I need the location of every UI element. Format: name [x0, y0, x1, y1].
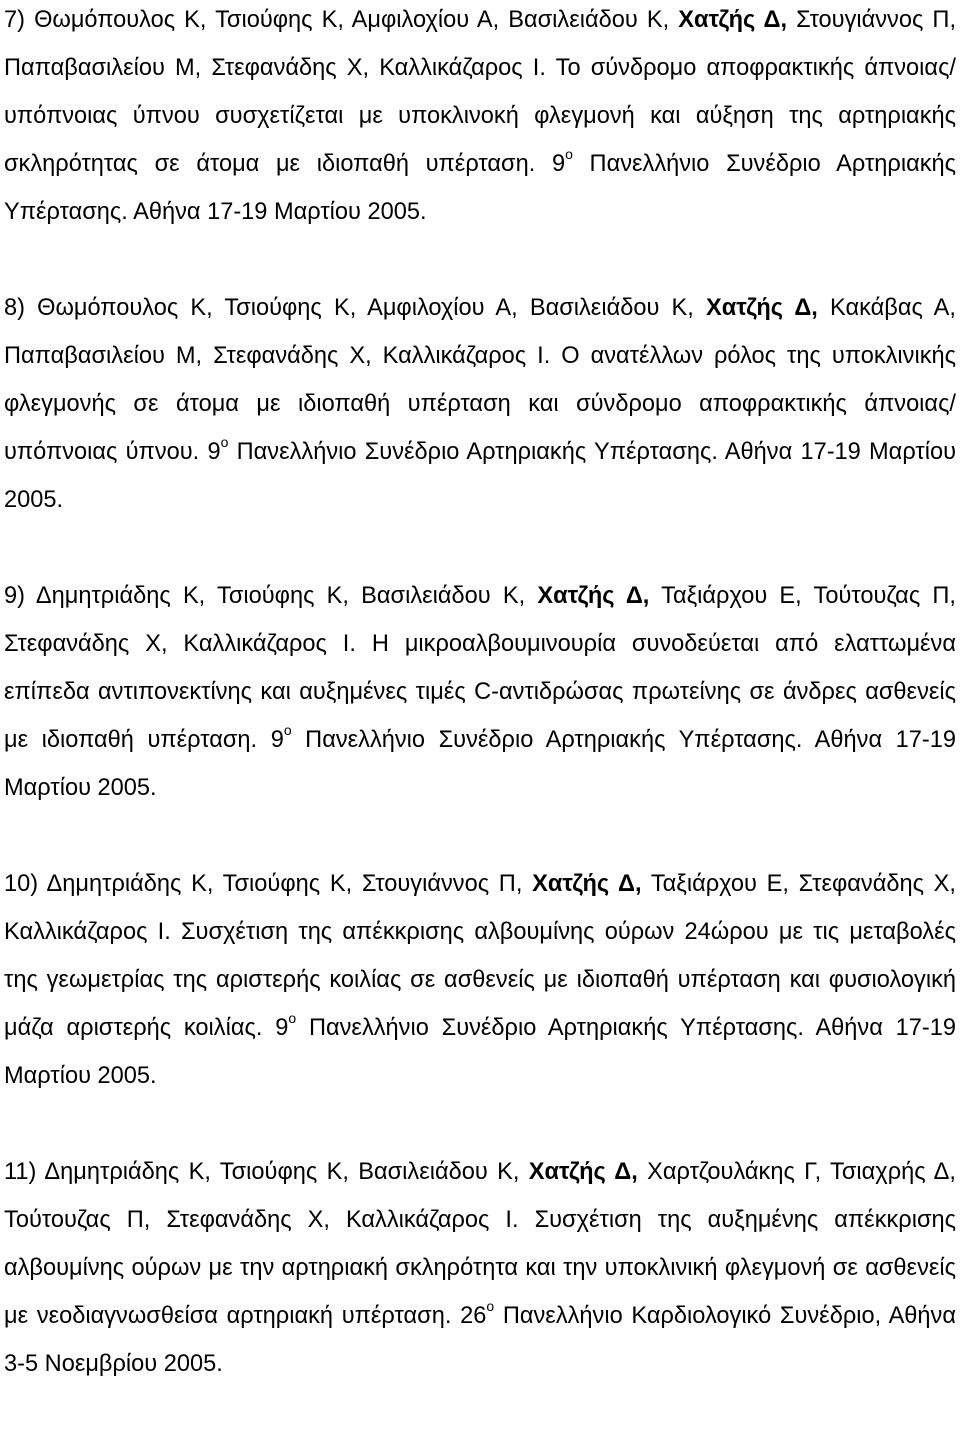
reference-title: Συσχέτιση της αυξημένης απέκκρισης αλβουμίνης ούρων με την αρτηριακή σκληρότητα και την υποκλινική φλεγμονή σε ασθενείς με νεοδιαγνωσθείσα αρτηριακή υπέρταση.	[4, 1207, 957, 1329]
highlighted-author: Χατζής Δ,	[532, 871, 642, 897]
conference-ordinal: 9	[207, 439, 221, 465]
reference-authors: Θωμόπουλος Κ, Τσιούφης Κ, Αμφιλοχίου Α, Βασιλειάδου Κ,	[37, 295, 694, 321]
reference-number: 10)	[4, 871, 39, 897]
ordinal-suffix: ο	[288, 1010, 297, 1027]
conference-ordinal: 26	[460, 1303, 487, 1329]
reference-entry-9	[4, 572, 956, 812]
conference-ordinal: 9	[275, 1015, 289, 1041]
highlighted-author: Χατζής Δ,	[537, 583, 650, 609]
reference-authors: Δημητριάδης Κ, Τσιούφης Κ, Βασιλειάδου Κ,	[44, 1159, 520, 1185]
conference-venue: Πανελλήνιο Καρδιολογικό Συνέδριο, Αθήνα 3-5 Νοεμβρίου 2005.	[4, 1303, 956, 1377]
reference-entry-10	[4, 860, 956, 1100]
reference-title: Η μικροαλβουμινουρία συνοδεύεται από ελαττωμένα επίπεδα αντιπονεκτίνης και αυξημένες τιμές C-αντιδρώσας πρωτείνης σε άνδρες ασθενείς με ιδιοπαθή υπέρταση.	[4, 631, 956, 753]
highlighted-author: Χατζής Δ,	[528, 1159, 638, 1185]
reference-title: Συσχέτιση της απέκκρισης αλβουμίνης ούρων 24ώρου με τις μεταβολές της γεωμετρίας της αριστερής κοιλίας σε ασθενείς με ιδιοπαθή υπέρταση και φυσιολογική μάζα αριστερής κοιλίας.	[4, 919, 956, 1041]
reference-authors: Δημητριάδης Κ, Τσιούφης Κ, Στουγιάννος Π,	[46, 871, 523, 897]
reference-entry-11	[4, 1148, 956, 1388]
reference-entry-7	[4, 0, 956, 236]
conference-venue: Πανελλήνιο Συνέδριο Αρτηριακής Υπέρτασης. Αθήνα 17-19 Μαρτίου 2005.	[4, 1015, 957, 1089]
conference-venue: Πανελλήνιο Συνέδριο Αρτηριακής Υπέρτασης. Αθήνα 17-19 Μαρτίου 2005.	[4, 151, 957, 225]
reference-authors: Δημητριάδης Κ, Τσιούφης Κ, Βασιλειάδου Κ,	[35, 583, 526, 609]
reference-number: 7)	[4, 7, 25, 33]
reference-authors: Θωμόπουλος Κ, Τσιούφης Κ, Αμφιλοχίου Α, Βασιλειάδου Κ,	[34, 7, 670, 33]
reference-authors-rest: Στουγιάννος Π, Παπαβασιλείου Μ, Στεφανάδης Χ, Καλλικάζαρος Ι.	[4, 7, 956, 81]
reference-title: Ο ανατέλλων ρόλος της υποκλινικής φλεγμονής σε άτομα με ιδιοπαθή υπέρταση και σύνδρομο αποφρακτικής άπνοιας/υπόπνοιας ύπνου.	[4, 343, 956, 465]
reference-number: 8)	[4, 295, 25, 321]
ordinal-suffix: ο	[220, 434, 229, 451]
reference-number: 11)	[4, 1159, 37, 1185]
reference-authors-rest: Ταξιάρχου Ε, Τούτουζας Π, Στεφανάδης Χ, Καλλικάζαρος Ι.	[4, 583, 956, 657]
conference-venue: Πανελλήνιο Συνέδριο Αρτηριακής Υπέρτασης. Αθήνα 17-19 Μαρτίου 2005.	[4, 727, 956, 801]
reference-number: 9)	[4, 583, 25, 609]
reference-authors-rest: Ταξιάρχου Ε, Στεφανάδης Χ, Καλλικάζαρος Ι.	[4, 871, 956, 945]
reference-title: Το σύνδρομο αποφρακτικής άπνοιας/υπόπνοιας ύπνου συσχετίζεται με υποκλινοκή φλεγμονή και αύξηση της αρτηριακής σκληρότητας σε άτομα με ιδιοπαθή υπέρταση.	[4, 55, 956, 177]
ordinal-suffix: ο	[486, 1298, 495, 1315]
ordinal-suffix: ο	[565, 146, 573, 163]
reference-authors-rest: Χαρτζουλάκης Γ, Τσιαχρής Δ, Τούτουζας Π, Στεφανάδης Χ, Καλλικάζαρος Ι.	[4, 1159, 956, 1233]
reference-authors-rest: Κακάβας Α, Παπαβασιλείου Μ, Στεφανάδης Χ, Καλλικάζαρος Ι.	[4, 295, 956, 369]
conference-ordinal: 9	[270, 727, 284, 753]
highlighted-author: Χατζής Δ,	[705, 295, 818, 321]
conference-venue: Πανελλήνιο Συνέδριο Αρτηριακής Υπέρτασης. Αθήνα 17-19 Μαρτίου 2005.	[4, 439, 956, 513]
highlighted-author: Χατζής Δ,	[678, 7, 788, 33]
conference-ordinal: 9	[551, 151, 566, 177]
reference-entry-8	[4, 284, 956, 524]
ordinal-suffix: ο	[283, 722, 292, 739]
